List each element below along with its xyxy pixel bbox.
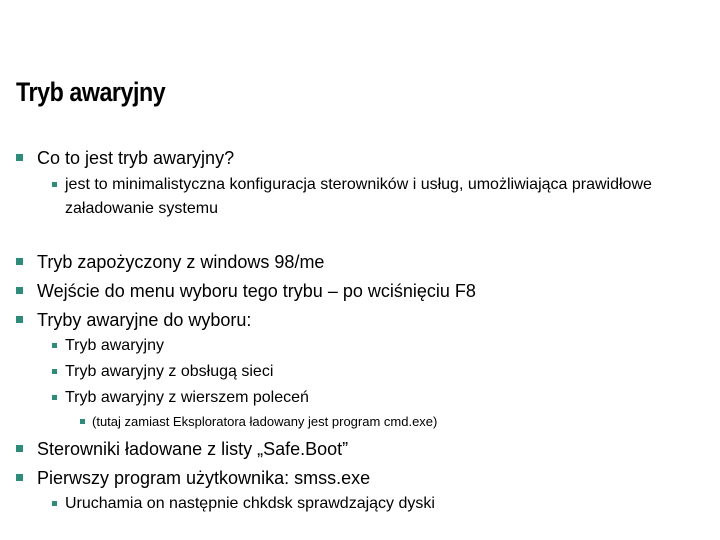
bullet-option-safe-mode xyxy=(52,334,672,358)
bullet-chkdsk xyxy=(52,492,672,516)
bullet-text: Tryb awaryjny xyxy=(65,337,164,354)
bullet-square-icon xyxy=(52,369,57,374)
bullet-what-is-safe-mode xyxy=(16,146,706,170)
bullet-square-icon xyxy=(52,182,57,187)
bullet-drivers-list xyxy=(16,437,706,461)
bullet-cmd-note xyxy=(80,412,680,432)
bullet-text: Co to jest tryb awaryjny? xyxy=(37,148,235,168)
slide-title: Tryb awaryjny xyxy=(16,77,166,107)
bullet-option-safe-mode-networking xyxy=(52,360,672,384)
bullet-option-safe-mode-command-prompt xyxy=(52,386,672,410)
bullet-safe-mode-options xyxy=(16,308,706,332)
bullet-text: Sterowniki ładowane z listy „Safe.Boot” xyxy=(37,439,349,459)
bullet-square-icon xyxy=(16,474,23,481)
bullet-menu-entry xyxy=(16,279,706,303)
bullet-text: jest to minimalistyczna konfiguracja sterowników i usług, umożliwiająca prawidłowe załadowanie systemu xyxy=(65,176,652,217)
bullet-square-icon xyxy=(52,501,57,506)
bullet-square-icon xyxy=(16,258,23,265)
bullet-square-icon xyxy=(80,419,85,424)
bullet-text: Tryby awaryjne do wyboru: xyxy=(37,310,252,330)
bullet-first-user-program xyxy=(16,466,706,490)
bullet-borrowed-from xyxy=(16,250,706,274)
bullet-square-icon xyxy=(16,445,23,452)
bullet-text: Uruchamia on następnie chkdsk sprawdzający dyski xyxy=(65,495,435,512)
bullet-text: Tryb awaryjny z obsługą sieci xyxy=(65,363,274,380)
bullet-text: Wejście do menu wyboru tego trybu – po wciśnięciu F8 xyxy=(37,281,476,301)
bullet-definition xyxy=(52,173,652,221)
bullet-square-icon xyxy=(16,154,23,161)
bullet-text: Tryb awaryjny z wierszem poleceń xyxy=(65,389,309,406)
bullet-square-icon xyxy=(16,287,23,294)
bullet-text: Pierwszy program użytkownika: smss.exe xyxy=(37,468,371,488)
bullet-square-icon xyxy=(16,316,23,323)
bullet-square-icon xyxy=(52,395,57,400)
bullet-text: (tutaj zamiast Eksploratora ładowany jest program cmd.exe) xyxy=(92,414,438,429)
bullet-text: Tryb zapożyczony z windows 98/me xyxy=(37,252,325,272)
bullet-square-icon xyxy=(52,343,57,348)
